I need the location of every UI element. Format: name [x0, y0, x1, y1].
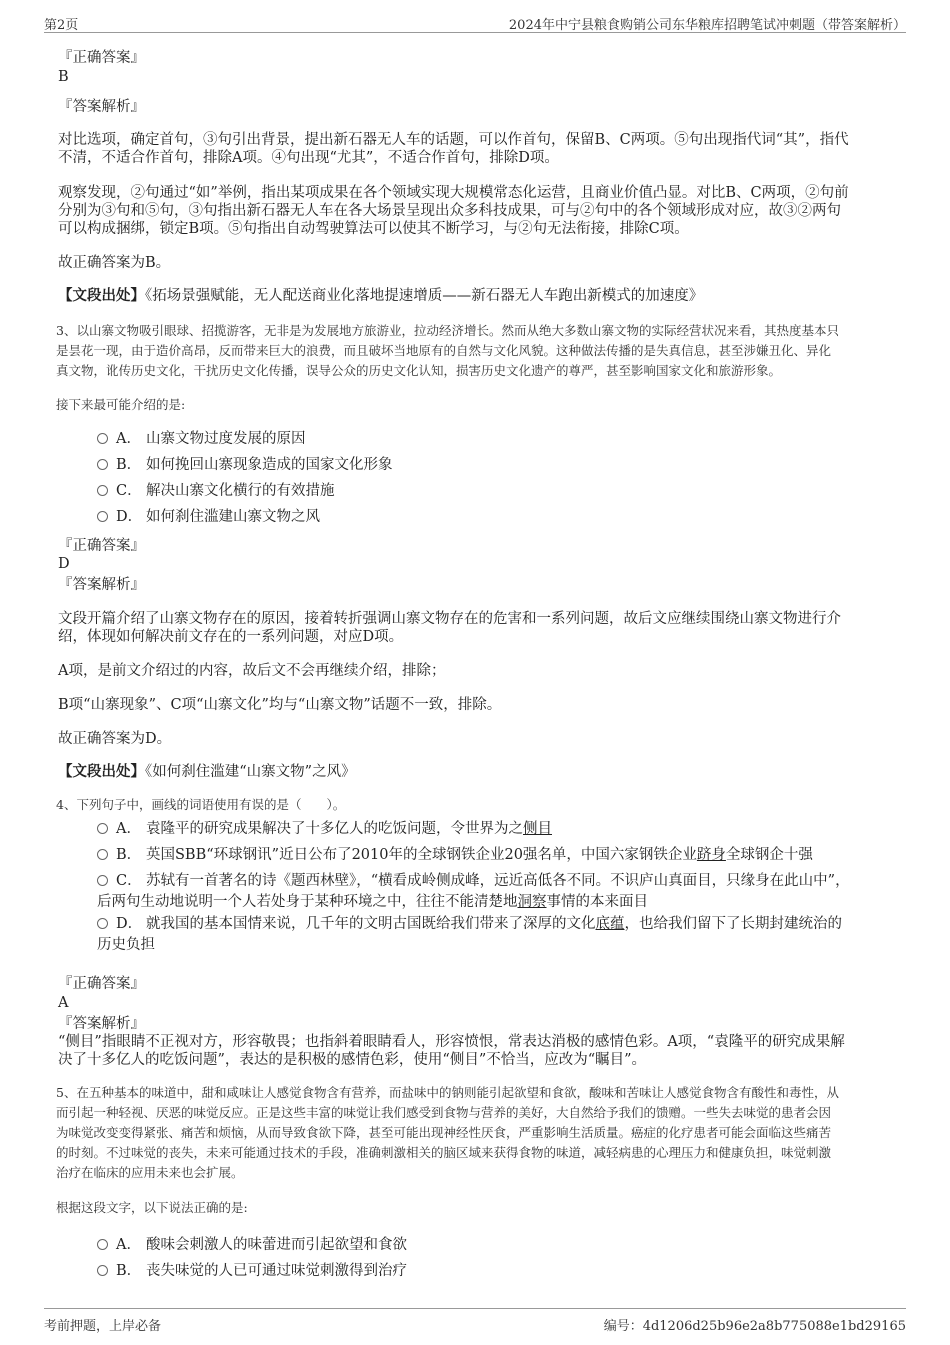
radio-button[interactable]	[97, 433, 108, 444]
option-text: 如何刹住滥建山寨文物之风	[146, 509, 320, 525]
underlined-word: 跻身	[696, 847, 726, 863]
option-b[interactable]: B． 如何挽回山寨现象造成的国家文化形象	[97, 454, 393, 476]
option-text: 事情的本来面目	[546, 894, 648, 910]
question-stem: 5、在五种基本的味道中，甜和咸味让人感觉食物含有营养，而盐味中的钠则能引起欲望和食欲，酸味和苦味让人感觉食物含有酸性和毒性，从	[56, 1085, 839, 1100]
option-text: 英国SBB“环球钢讯”近日公布了2010年的全球钢铁企业20强名单，中国六家钢铁企业	[146, 847, 697, 863]
answer-label: 『正确答案』	[58, 538, 145, 554]
question-stem: 4、下列句子中，画线的词语使用有误的是（ ）。	[56, 797, 346, 812]
analysis-text: 对比选项，确定首句，③句引出背景，提出新石器无人车的话题，可以作首句，保留B、C两项。⑤句出现指代词“其”，指代	[58, 132, 849, 148]
radio-button[interactable]	[97, 485, 108, 496]
option-a[interactable]: A． 山寨文物过度发展的原因	[97, 428, 306, 450]
underlined-word: 侧目	[523, 821, 552, 837]
option-text: 苏轼有一首著名的诗《题西林壁》，“横看成岭侧成峰，远近高低各不同。不识庐山真面目，只缘身在此山中”，	[146, 873, 850, 889]
analysis-text: 可以构成捆绑，锁定B项。⑤句指出自动驾驶算法可以使其不断学习，与②句无法衔接，排除C项。	[58, 221, 689, 237]
option-c[interactable]: C． 解决山寨文化横行的有效措施	[97, 480, 335, 502]
source-line	[58, 285, 703, 307]
conclusion-text: 故正确答案为D。	[58, 731, 172, 747]
answer-label: 『正确答案』	[58, 976, 145, 992]
question-prompt: 接下来最可能介绍的是:	[56, 397, 186, 412]
question-prompt: 根据这段文字，以下说法正确的是:	[56, 1200, 248, 1215]
radio-button[interactable]	[97, 511, 108, 522]
option-text: 酸味会刺激人的味蕾进而引起欲望和食欲	[146, 1237, 407, 1253]
analysis-label: 『答案解析』	[58, 99, 145, 115]
analysis-text: 文段开篇介绍了山寨文物存在的原因，接着转折强调山寨文物存在的危害和一系列问题，故后文应继续围绕山寨文物进行介	[58, 611, 841, 627]
answer-value: A	[58, 995, 69, 1011]
option-c[interactable]: C． 苏轼有一首著名的诗《题西林壁》，“横看成岭侧成峰，远近高低各不同。不识庐山真面目，只缘身在此山中”，	[97, 870, 850, 892]
option-text: 丧失味觉的人已可通过味觉刺激得到治疗	[146, 1263, 407, 1279]
radio-button[interactable]	[97, 875, 108, 886]
option-c-continued	[97, 891, 648, 913]
page-number: 第2页	[44, 18, 79, 33]
question-stem: 真文物，讹传历史文化，干扰历史文化传播，误导公众的历史文化认知，损害历史文化遗产的尊严，甚至影响国家文化和旅游形象。	[56, 363, 782, 378]
option-text: 后两句生动地说明一个人若处身于某种环境之中，往往不能清楚地	[97, 894, 518, 910]
option-d[interactable]: D． 就我国的基本国情来说，几千年的文明古国既给我们带来了深厚的文化底蕴，也给我们留下了长期封建统治的	[97, 913, 842, 935]
radio-button[interactable]	[97, 849, 108, 860]
option-text: ，也给我们留下了长期封建统治的	[624, 916, 842, 932]
page-footer	[44, 1308, 906, 1333]
question-stem: 为味觉改变变得紧张、痛苦和烦恼，从而导致食欲下降，甚至可能出现神经性厌食，严重影响生活质量。癌症的化疗患者可能会面临这些痛苦	[56, 1125, 832, 1140]
source-title: 《拓场景强赋能，无人配送商业化落地提速增质——新石器无人车跑出新模式的加速度》	[145, 288, 704, 304]
document-id: 编号：4d1206d25b96e2a8b775088e1bd29165	[603, 1319, 906, 1334]
underlined-word: 洞察	[517, 894, 547, 910]
analysis-label: 『答案解析』	[58, 1016, 145, 1032]
source-title: 《如何刹住滥建“山寨文物”之风》	[145, 764, 356, 780]
footer-slogan: 考前押题，上岸必备	[44, 1319, 162, 1334]
option-b[interactable]: B． 丧失味觉的人已可通过味觉刺激得到治疗	[97, 1260, 407, 1282]
radio-button[interactable]	[97, 459, 108, 470]
option-text: 山寨文物过度发展的原因	[146, 431, 306, 447]
question-stem: 3、以山寨文物吸引眼球、招揽游客，无非是为发展地方旅游业，拉动经济增长。然而从绝大多数山寨文物的实际经营状况来看，其热度基本只	[56, 323, 839, 338]
option-a[interactable]: A． 酸味会刺激人的味蕾进而引起欲望和食欲	[97, 1234, 407, 1256]
option-text: 解决山寨文化横行的有效措施	[146, 483, 335, 499]
answer-value: D	[58, 556, 70, 572]
option-text: 就我国的基本国情来说，几千年的文明古国既给我们带来了深厚的文化	[146, 916, 596, 932]
source-label: 【文段出处】	[58, 763, 145, 780]
radio-button[interactable]	[97, 918, 108, 929]
document-title: 2024年中宁县粮食购销公司东华粮库招聘笔试冲刺题（带答案解析）	[508, 18, 906, 33]
question-stem: 而引起一种轻视、厌恶的味觉反应。正是这些丰富的味觉让我们感受到食物与营养的美好，大自然给予我们的馈赠。一些失去味觉的患者会因	[56, 1105, 832, 1120]
analysis-text: A项，是前文介绍过的内容，故后文不会再继续介绍，排除；	[58, 663, 446, 679]
answer-label: 『正确答案』	[58, 50, 145, 66]
option-text: 袁隆平的研究成果解决了十多亿人的吃饭问题，令世界为之	[146, 821, 523, 837]
underlined-word: 底蕴	[595, 916, 625, 932]
source-label: 【文段出处】	[58, 287, 145, 304]
option-text: 如何挽回山寨现象造成的国家文化形象	[146, 457, 393, 473]
question-stem: 的时刻。不过味觉的丧失，未来可能通过技术的手段，准确刺激相关的脑区域来获得食物的味道，减轻病患的心理压力和健康负担，味觉刺激	[56, 1145, 832, 1160]
radio-button[interactable]	[97, 1265, 108, 1276]
option-d-continued: 历史负担	[97, 937, 155, 953]
analysis-text: B项“山寨现象”、C项“山寨文化”均与“山寨文物”话题不一致，排除。	[58, 697, 502, 713]
option-d[interactable]: D． 如何刹住滥建山寨文物之风	[97, 506, 320, 528]
question-stem: 是昙花一现，由于造价高昂，反而带来巨大的浪费，而且破坏当地原有的自然与文化风貌。这种做法传播的是失真信息，甚至涉嫌丑化、异化	[56, 343, 832, 358]
analysis-text: 决了十多亿人的吃饭问题”，表达的是积极的感情色彩，使用“侧目”不恰当，应改为“瞩目”。	[58, 1052, 647, 1068]
answer-value: B	[58, 69, 69, 85]
option-a[interactable]: A． 袁隆平的研究成果解决了十多亿人的吃饭问题，令世界为之侧目	[97, 818, 552, 840]
option-text: 全球钢企十强	[725, 847, 813, 863]
analysis-label: 『答案解析』	[58, 577, 145, 593]
analysis-text: 不清，不适合作首句，排除A项。④句出现“尤其”，不适合作首句，排除D项。	[58, 150, 559, 166]
radio-button[interactable]	[97, 1239, 108, 1250]
radio-button[interactable]	[97, 823, 108, 834]
analysis-text: 绍，体现如何解决前文存在的一系列问题，对应D项。	[58, 629, 404, 645]
analysis-text: 分别为③句和⑤句，③句指出新石器无人车在各大场景呈现出众多科技成果，可与②句中的各个领域形成对应，故③②两句	[58, 203, 841, 219]
source-line	[58, 761, 356, 783]
page-header	[44, 12, 906, 33]
analysis-text: “侧目”指眼睛不正视对方，形容敬畏；也指斜着眼睛看人，形容愤恨，常表达消极的感情色彩。A项，“袁隆平的研究成果解	[58, 1034, 845, 1050]
question-stem: 治疗在临床的应用未来也会扩展。	[56, 1165, 244, 1180]
analysis-text: 观察发现，②句通过“如”举例，指出某项成果在各个领域实现大规模常态化运营，且商业价值凸显。对比B、C两项，②句前	[58, 185, 849, 201]
conclusion-text: 故正确答案为B。	[58, 255, 171, 271]
option-b[interactable]: B． 英国SBB“环球钢讯”近日公布了2010年的全球钢铁企业20强名单，中国六家钢铁企业跻身全球钢企十强	[97, 844, 813, 866]
